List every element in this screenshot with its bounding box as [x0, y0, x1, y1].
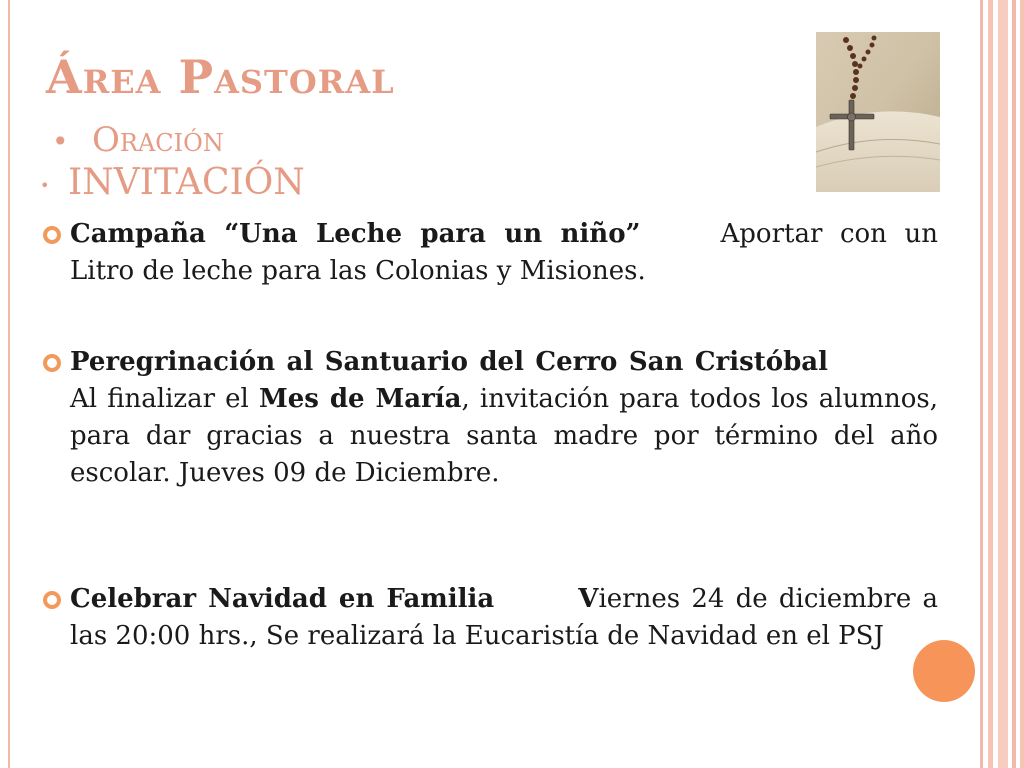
mes-de-maria-label: Mes de María [258, 384, 462, 414]
bullet-dot-icon: • [52, 125, 69, 158]
list-item-navidad [42, 581, 938, 655]
section-heading-invitacion [40, 162, 305, 203]
peregrinacion-text-a: Al finalizar el [70, 384, 259, 414]
rosary-on-bible-image [816, 32, 940, 192]
slide-frame-right-stripe [1020, 0, 1024, 768]
section-heading-label: INVITACIÓN [68, 162, 305, 203]
slide-title: Área Pastoral [46, 50, 395, 104]
bullet-dot-icon: • [40, 175, 50, 195]
slide-frame-left [8, 0, 10, 768]
navidad-title: Celebrar Navidad en Familia [70, 584, 495, 614]
peregrinacion-title: Peregrinación al Santuario del Cerro San Cristóbal [70, 347, 828, 377]
diamond-bullet-icon [42, 590, 62, 610]
slide-frame-right-stripe [980, 0, 983, 768]
sub-bullet-label: Oración [92, 120, 224, 160]
diamond-bullet-icon [42, 225, 62, 245]
slide-frame-right-stripe [1012, 0, 1016, 768]
sub-bullet-oracion [52, 120, 224, 160]
diamond-bullet-icon [42, 353, 62, 373]
list-item-peregrinacion [42, 344, 938, 492]
navidad-initial: V [578, 584, 599, 614]
decorative-circle [913, 640, 975, 702]
campana-description: Aportar con un Litro de leche para las Colonias y Misiones. [70, 219, 938, 286]
slide-frame-right-stripe [998, 0, 1008, 768]
slide-frame-right-stripe [988, 0, 993, 768]
list-item-campana-leche [42, 216, 938, 290]
campana-title: Campaña “Una Leche para un niño” [70, 219, 641, 249]
peregrinacion-text-b: , invitación para todos los alumnos, para dar gracias a nuestra santa madre por término del año escolar. Jueves 09 de Diciembre. [70, 384, 938, 488]
navidad-description: iernes 24 de diciembre a las 20:00 hrs., Se realizará la Eucaristía de Navidad en el PSJ [70, 584, 938, 651]
